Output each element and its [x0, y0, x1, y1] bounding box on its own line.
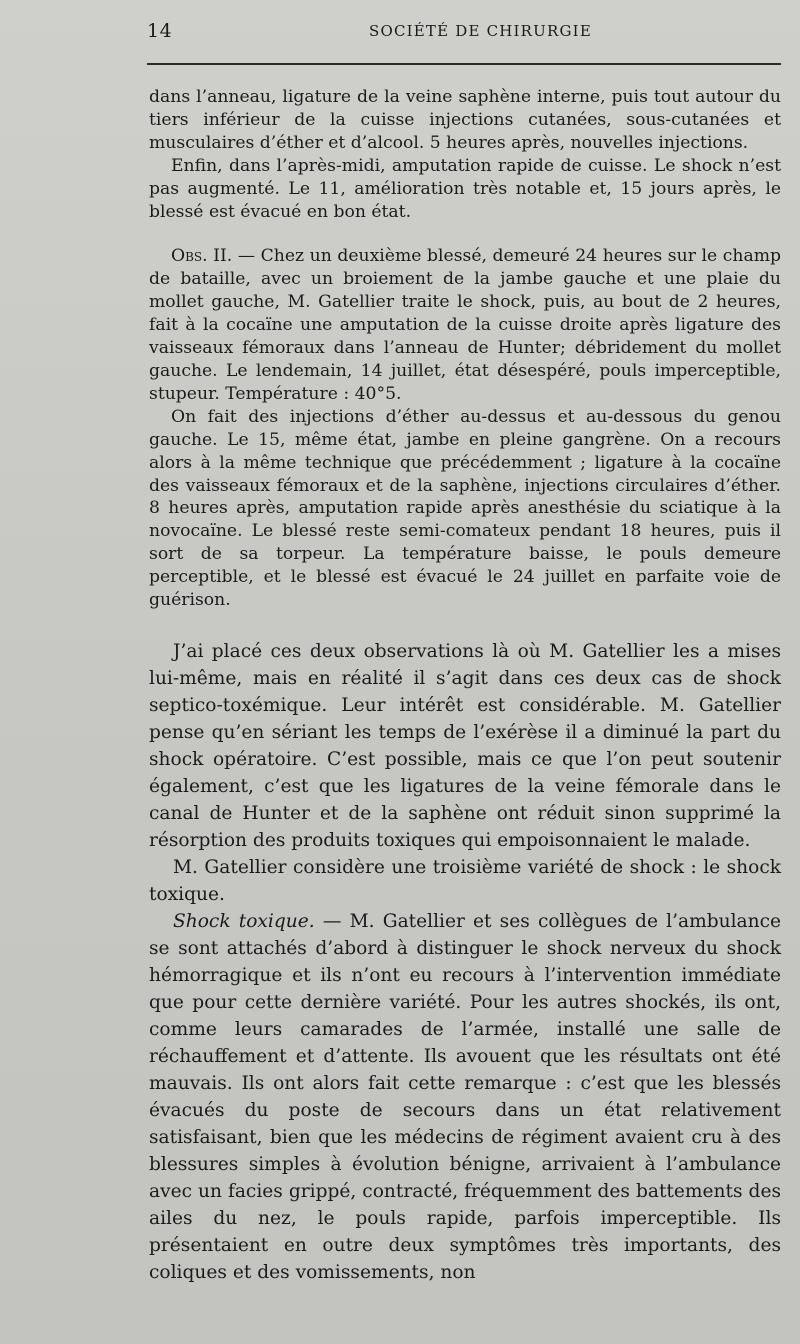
- main-text-section: [149, 638, 781, 1286]
- page-number: 14: [147, 20, 173, 42]
- header-rule: [147, 63, 781, 65]
- small-print-section: [149, 86, 781, 612]
- paragraph-third-variety: M. Gatellier considère une troisième variété de shock : le shock toxique.: [149, 856, 781, 905]
- paragraph-observation-2: [149, 245, 781, 405]
- paragraph-shock-toxique: [149, 908, 781, 1286]
- body-text: [149, 86, 781, 1286]
- running-title: SOCIÉTÉ DE CHIRURGIE: [369, 22, 592, 40]
- page-header: [147, 20, 781, 46]
- section-heading-shock-toxique: Shock toxique.: [173, 910, 315, 932]
- paragraph-injections: On fait des injections d’éther au-dessus et au-dessous du genou gauche. Le 15, même état, jambe en pleine gangrène. On a recours alors à la même technique que précédemment ; ligature à la cocaïne des vaisseaux fémoraux et de la saphène, injections circulaires d’éther. 8 heures après, amputation rapide après anesthésie du sciatique à la novocaïne. Le blessé reste semi-comateux pendant 18 heures, puis il sort de sa torpeur. La température baisse, le pouls demeure perceptible, et le blessé est évacué le 24 juillet en parfaite voie de guérison.: [149, 406, 781, 611]
- shock-toxique-text: — M. Gatellier et ses collègues de l’ambulance se sont attachés d’abord à distinguer le shock nerveux du shock hémorragique et ils n’ont eu recours à l’intervention immédiate que pour cette dernière variété. Pour les autres shockés, ils ont, comme leurs camarades de l’armée, installé une salle de réchauffement et d’attente. Ils avouent que les résultats ont été mauvais. Ils ont alors fait cette remarque : c’est que les blessés évacués du poste de secours dans un état relativement satisfaisant, bien que les médecins de régiment avaient cru à des blessures simples à évolution bénigne, arrivaient à l’ambulance avec un facies grippé, contracté, fréquemment des battements des ailes du nez, le pouls rapide, parfois imperceptible. Ils présentaient en outre deux symptômes très importants, des coliques et des vomissements, non: [149, 910, 782, 1283]
- observation-label: Obs. II.: [171, 246, 233, 267]
- paragraph-discussion: J’ai placé ces deux observations là où M. Gatellier les a mises lui-même, mais en réalité il s’agit dans ces deux cas de shock septico-toxémique. Leur intérêt est considérable. M. Gatellier pense qu’en sériant les temps de l’exérèse il a diminué la part du shock opératoire. C’est possible, mais ce que l’on peut soutenir également, c’est que les ligatures de la veine fémorale dans le canal de Hunter et de la saphène ont réduit sinon supprimé la résorption des produits toxiques qui empoisonnaient le malade.: [149, 640, 781, 851]
- paragraph-outcome: Enfin, dans l’après-midi, amputation rapide de cuisse. Le shock n’est pas augmenté. Le 11, amélioration très notable et, 15 jours après, le blessé est évacué en bon état.: [149, 155, 781, 222]
- paragraph-continuation: dans l’anneau, ligature de la veine saphène interne, puis tout autour du tiers inférieur de la cuisse injections cutanées, sous-cutanées et musculaires d’éther et d’alcool. 5 heures après, nouvelles injections.: [149, 87, 781, 153]
- observation-text: — Chez un deuxième blessé, demeuré 24 heures sur le champ de bataille, avec un broiement de la jambe gauche et une plaie du mollet gauche, M. Gatellier traite le shock, puis, au bout de 2 heures, fait à la cocaïne une amputation de la cuisse droite après ligature des vaisseaux fémoraux dans l’anneau de Hunter; débridement du mollet gauche. Le lendemain, 14 juillet, état désespéré, pouls imperceptible, stupeur. Température : 40°5.: [149, 246, 781, 404]
- section-gap: [149, 612, 781, 638]
- paragraph-gap: [149, 223, 781, 245]
